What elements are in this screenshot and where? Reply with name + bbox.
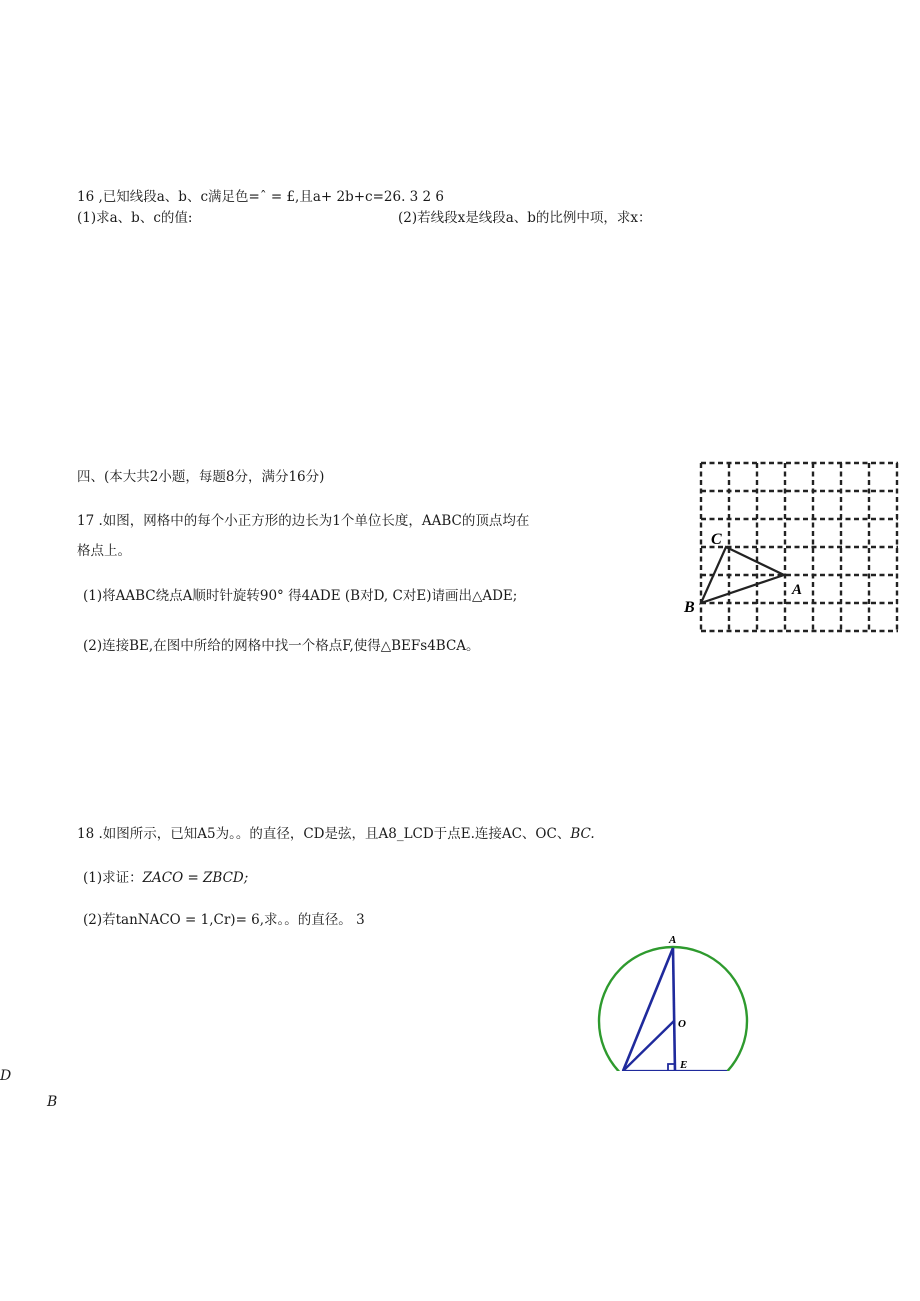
diameter-ab bbox=[673, 948, 675, 1072]
q17-part1: (1)将AABC绕点A顺时针旋转90° 得4ADE (B对D, C对E)请画出△ADE; bbox=[83, 588, 518, 604]
q18-stem-end: BC. bbox=[570, 826, 595, 842]
q16-stem: 16 ,已知线段a、b、c满足色=ˆ = £,且a+ 2b+c=26. 3 2 6 bbox=[77, 189, 445, 205]
grid-lines bbox=[701, 463, 898, 631]
q17-stem-line2: 格点上。 bbox=[77, 543, 131, 559]
q18-stem bbox=[77, 826, 595, 842]
grid-figure bbox=[680, 455, 900, 645]
q16-part2: (2)若线段x是线段a、b的比例中项，求x： bbox=[398, 210, 652, 226]
label-o: O bbox=[678, 1018, 686, 1030]
section-heading: 四、(本大共2小题，每题8分，满分16分) bbox=[77, 469, 325, 485]
label-d: D bbox=[0, 1068, 12, 1084]
q18-part1 bbox=[83, 870, 248, 886]
circle-figure bbox=[592, 930, 762, 1075]
q16-part1: (1)求a、b、c的值: bbox=[77, 210, 193, 226]
label-a: A bbox=[792, 582, 803, 598]
segment-oc bbox=[623, 1021, 674, 1071]
q17-stem-line1: 17 .如图，网格中的每个小正方形的边长为1个单位长度，AABC的顶点均在 bbox=[77, 513, 530, 529]
label-e: E bbox=[680, 1059, 688, 1071]
q18-part2: (2)若tanNACO = 1,Cr)= 6,求。。的直径。 3 bbox=[83, 912, 365, 928]
q18-part1-prefix: (1)求证： bbox=[83, 870, 143, 886]
label-b-stray: B bbox=[47, 1094, 58, 1110]
label-b: B bbox=[684, 599, 695, 616]
q18-stem-main: 18 .如图所示，已知A5为。。的直径，CD是弦，且A8_LCD于点E.连接AC、OC、 bbox=[77, 826, 571, 842]
segment-ac bbox=[623, 948, 673, 1071]
q17-part2: (2)连接BE,在图中所给的网格中找一个格点F,使得△BEFs4BCA。 bbox=[83, 638, 480, 654]
label-c: C bbox=[711, 531, 722, 548]
q18-part1-expr: ZACO = ZBCD; bbox=[142, 870, 249, 886]
label-a: A bbox=[669, 934, 677, 946]
